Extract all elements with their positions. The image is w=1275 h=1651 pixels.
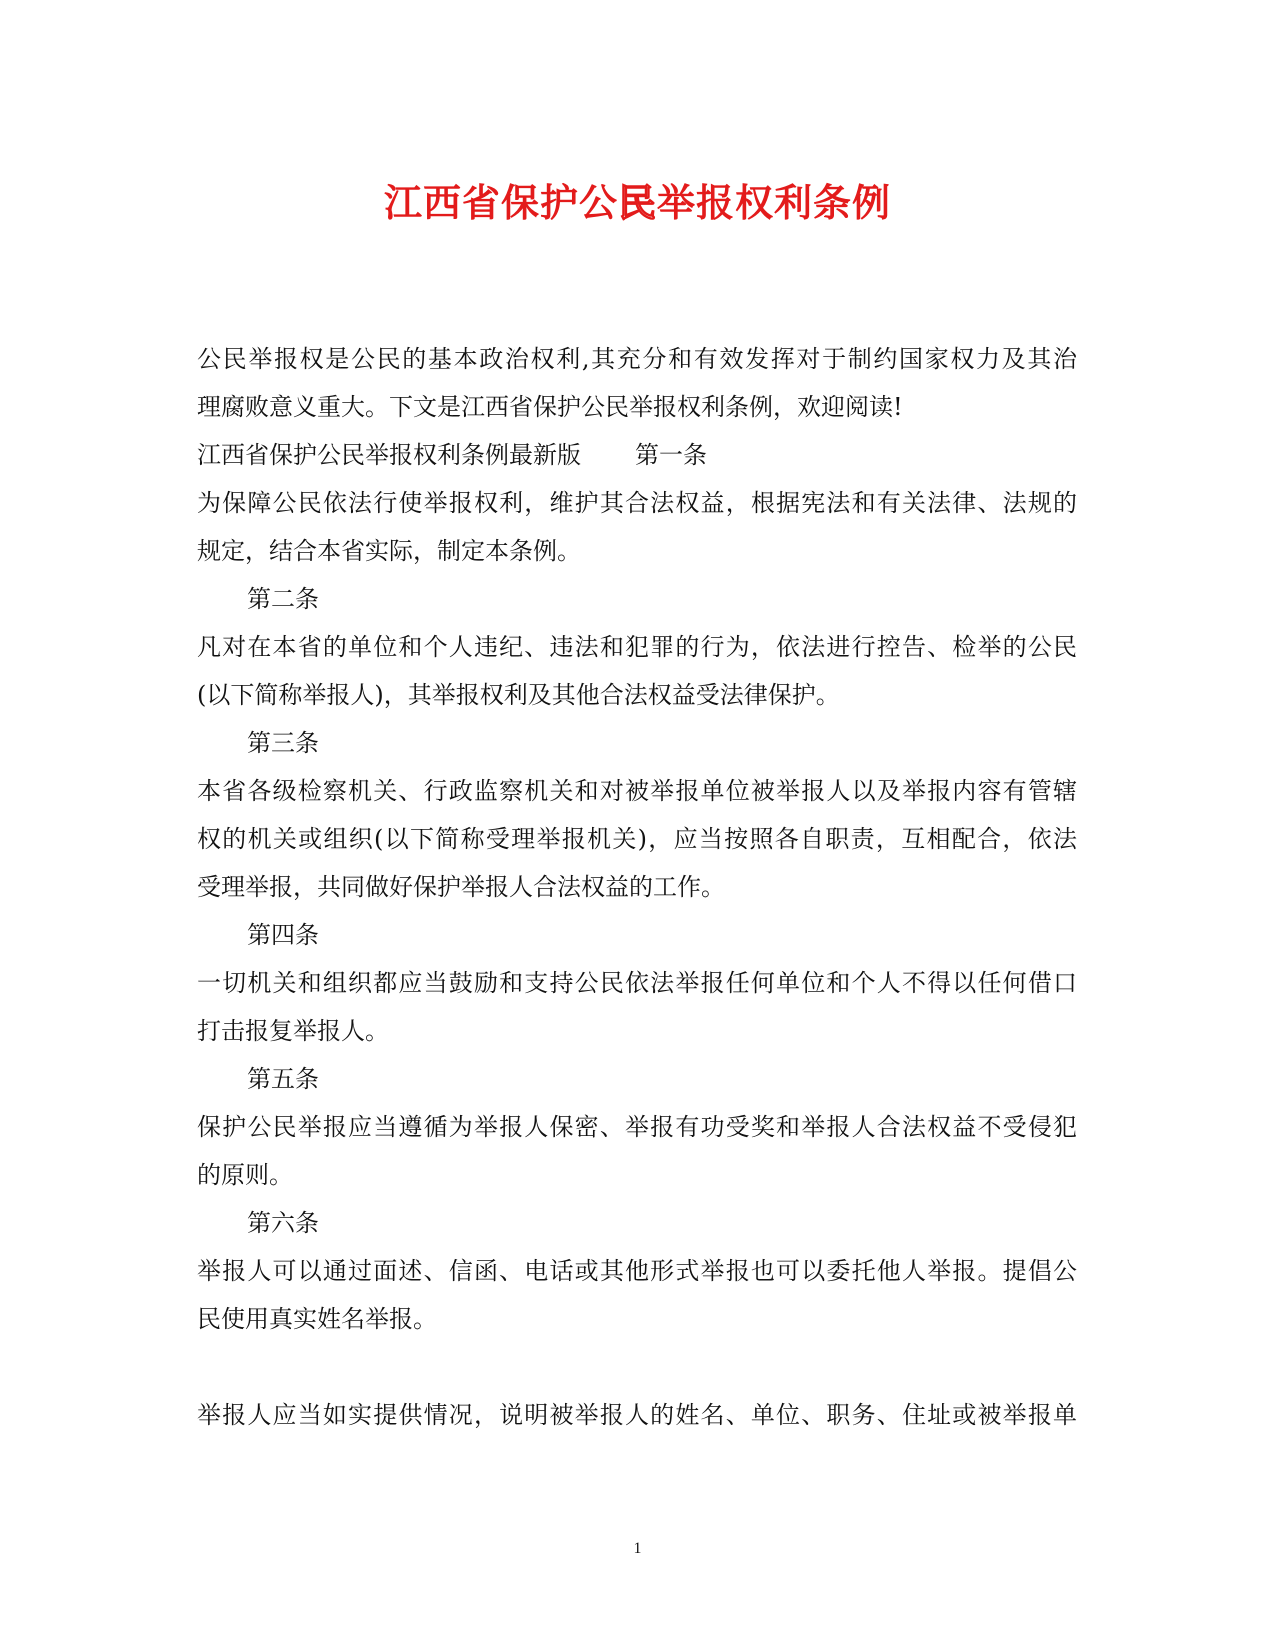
title-outlined-char: 民 — [617, 180, 657, 225]
intro-line-1: 公民举报权是公民的基本政治权利,其充分和有效发挥对于制约国家权力及其治 — [197, 345, 1077, 373]
article-3-line-1: 本省各级检察机关、行政监察机关和对被举报单位被举报人以及举报内容有管辖 — [197, 777, 1077, 805]
final-paragraph-line: 举报人应当如实提供情况，说明被举报人的姓名、单位、职务、住址或被举报单 — [197, 1401, 1077, 1429]
document-title — [0, 172, 1275, 227]
article-1-heading: 第一条 — [635, 441, 707, 469]
page-number: 1 — [633, 1540, 642, 1557]
article-1-line-2: 规定，结合本省实际，制定本条例。 — [197, 537, 581, 565]
article-4-line-1: 一切机关和组织都应当鼓励和支持公民依法举报任何单位和个人不得以任何借口 — [197, 969, 1077, 997]
article-1-line-1: 为保障公民依法行使举报权利，维护其合法权益，根据宪法和有关法律、法规的 — [197, 489, 1077, 517]
article-6-line-2: 民使用真实姓名举报。 — [197, 1305, 437, 1333]
article-2-line-1: 凡对在本省的单位和个人违纪、违法和犯罪的行为，依法进行控告、检举的公民 — [197, 633, 1077, 661]
article-5-heading: 第五条 — [247, 1065, 319, 1093]
version-heading-line — [197, 431, 1077, 479]
title-part-2: 举报权利条例 — [657, 180, 892, 225]
article-3-line-2: 权的机关或组织(以下简称受理举报机关)，应当按照各自职责，互相配合，依法 — [197, 825, 1077, 853]
paragraph-spacer — [197, 1343, 1077, 1391]
version-heading: 江西省保护公民举报权利条例最新版 — [197, 441, 581, 469]
article-6-line-1: 举报人可以通过面述、信函、电话或其他形式举报也可以委托他人举报。提倡公 — [197, 1257, 1077, 1285]
title-part-1: 江西省保护公 — [383, 180, 618, 225]
article-3-heading: 第三条 — [247, 729, 319, 757]
article-3-line-3: 受理举报，共同做好保护举报人合法权益的工作。 — [197, 873, 725, 901]
article-2-heading: 第二条 — [247, 585, 319, 613]
article-5-line-2: 的原则。 — [197, 1161, 293, 1189]
article-5-line-1: 保护公民举报应当遵循为举报人保密、举报有功受奖和举报人合法权益不受侵犯 — [197, 1113, 1077, 1141]
article-4-heading: 第四条 — [247, 921, 319, 949]
article-6-heading: 第六条 — [247, 1209, 319, 1237]
article-2-line-2: (以下简称举报人)，其举报权利及其他合法权益受法律保护。 — [197, 681, 840, 709]
document-body — [197, 335, 1077, 1439]
article-4-line-2: 打击报复举报人。 — [197, 1017, 389, 1045]
intro-line-2: 理腐败意义重大。下文是江西省保护公民举报权利条例，欢迎阅读! — [197, 393, 903, 421]
